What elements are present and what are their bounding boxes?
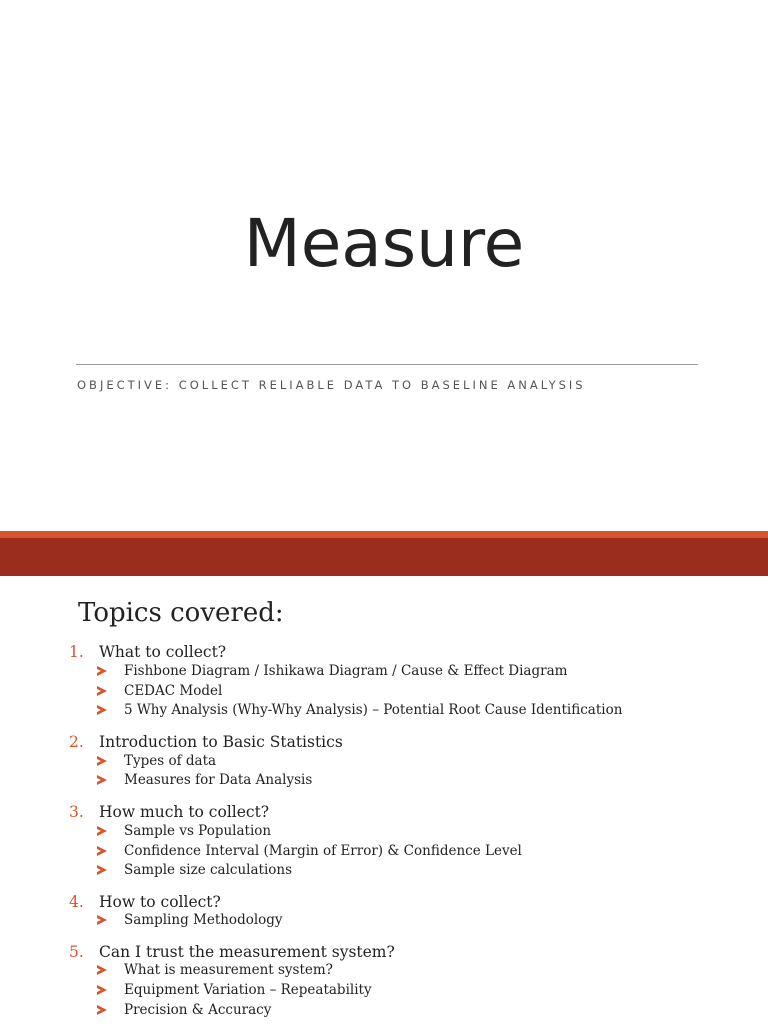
item-number: 3. [69,803,84,821]
slide-divider-band [0,538,768,576]
sub-item: Confidence Interval (Margin of Error) & Confidence Level [124,843,522,859]
item-number: 5. [69,943,84,961]
arrow-bullet-icon [97,865,107,875]
list-item: How much to collect? [99,803,270,821]
arrow-bullet-icon [97,756,107,766]
list-item: What to collect? [99,643,227,661]
arrow-bullet-icon [97,775,107,785]
sub-item: What is measurement system? [124,962,333,978]
list-item: Introduction to Basic Statistics [99,733,343,751]
title-divider [76,364,698,365]
arrow-bullet-icon [97,985,107,995]
arrow-bullet-icon [97,846,107,856]
sub-item: Precision & Accuracy [124,1002,272,1018]
list-item: Can I trust the measurement system? [99,943,395,961]
slide-title: Measure [243,205,525,282]
sub-item: Sample vs Population [124,823,272,839]
item-number: 1. [69,643,84,661]
sub-item: CEDAC Model [124,683,223,699]
item-number: 2. [69,733,84,751]
sub-item: Fishbone Diagram / Ishikawa Diagram / Cause & Effect Diagram [124,663,568,679]
sub-item: Measures for Data Analysis [124,772,313,788]
sub-item: Equipment Variation – Repeatability [124,982,372,998]
accent-stripe [0,531,768,538]
arrow-bullet-icon [97,826,107,836]
arrow-bullet-icon [97,965,107,975]
arrow-bullet-icon [97,686,107,696]
topics-heading: Topics covered: [78,598,284,628]
arrow-bullet-icon [97,666,107,676]
slide-subtitle: OBJECTIVE: COLLECT RELIABLE DATA TO BASELINE ANALYSIS [77,378,586,392]
arrow-bullet-icon [97,705,107,715]
sub-item: 5 Why Analysis (Why-Why Analysis) – Potential Root Cause Identification [124,702,623,718]
list-item: How to collect? [99,893,221,911]
arrow-bullet-icon [97,915,107,925]
sub-item: Types of data [124,753,217,769]
item-number: 4. [69,893,84,911]
arrow-bullet-icon [97,1005,107,1015]
sub-item: Sampling Methodology [124,912,283,928]
sub-item: Sample size calculations [124,862,293,878]
